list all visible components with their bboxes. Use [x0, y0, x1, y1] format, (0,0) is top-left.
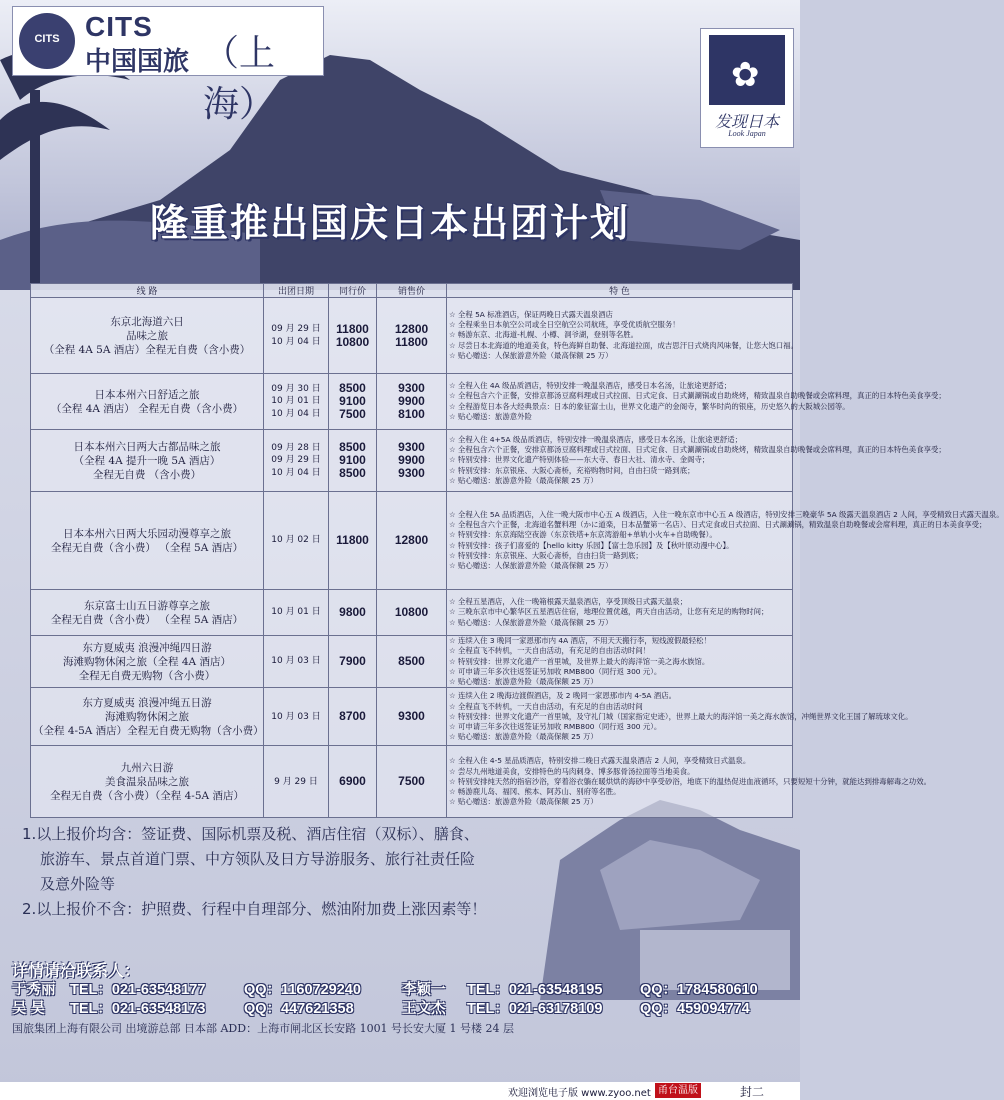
route-cell — [31, 374, 264, 430]
features-cell-line: ☆ 畅游鹿儿岛、福冈、熊本、阿苏山、别府等名胜。 — [449, 787, 621, 797]
retail-price-cell — [377, 688, 447, 746]
note-line: 1.以上报价均含：签证费、国际机票及税、酒店住宿（双标）、膳食、 — [22, 825, 479, 843]
route-cell-line: （全程 4A 5A 酒店）全程无自费（含小费） — [43, 343, 251, 356]
agent-price-cell — [329, 298, 377, 374]
route-cell — [31, 492, 264, 590]
headline: 隆重推出国庆日本出团计划 — [150, 201, 631, 245]
features-cell-line: ☆ 全程直飞不转机，一天自由活动，有充足的自由活动时间！ — [449, 646, 651, 656]
features-cell-line: ☆ 全程乘坐日本航空公司或全日空航空公司航班，享受优质航空服务！ — [449, 320, 680, 330]
agent-price-cell-line: 8500 — [339, 466, 366, 480]
features-cell-line: ☆ 贴心赠送：旅游意外险 — [449, 411, 532, 421]
features-cell-line: ☆ 特别安排：世界文化遗产一首里城，及世界上最大的海洋馆一美之海水族馆。 — [449, 656, 710, 666]
features-cell-line: ☆ 尽尝日本北海道的地道美食，特色海鲜自助餐、北海道拉面，成吉思汗日式烧肉风味餐，让您大饱口福。 — [449, 340, 798, 350]
contact-name: 吴 昊 — [12, 1001, 46, 1017]
date-cell-line: 10 月 04 日 — [271, 336, 321, 347]
features-cell-line: ☆ 全程 5A 标准酒店，保证两晚日式露天温泉酒店 — [449, 309, 613, 319]
route-cell-line: 日本本州六日舒适之旅 — [94, 388, 200, 401]
route-cell-line: 品味之旅 — [126, 329, 168, 342]
retail-price-cell-line: 8500 — [398, 654, 425, 669]
route-cell-line: （全程 4A 提升一晚 5A 酒店） — [73, 454, 221, 467]
contact-tel: TEL：021-63548177 — [70, 982, 206, 998]
features-cell-line: ☆ 全程包含六个正餐，北海道名蟹料理（かに道楽，日本品蟹第一名店）、日式定食或日式拉面、日式涮涮锅，精致温泉自助晚餐或会席料理，真正的日本美食享受； — [449, 519, 987, 529]
route-cell-line: 日本本州六日两大乐园动漫尊享之旅 — [63, 527, 231, 540]
website-link[interactable]: 欢迎浏览电子版 www.zyoo.net — [508, 1088, 651, 1099]
logo-mark-text: CITS — [34, 33, 60, 45]
date-cell — [264, 688, 329, 746]
bottom-bar — [0, 1082, 800, 1100]
company-address: 国旅集团上海有限公司 出境游总部 日本部 ADD：上海市闸北区长安路 1001 号长安大厦 1 号楼 24 层 — [12, 1022, 515, 1035]
agent-price-cell-line: 9100 — [339, 453, 366, 467]
date-cell-line: 10 月 01 日 — [271, 396, 321, 407]
features-cell-line: ☆ 可申请三年多次往返签证另加收 RMB800（同行返 300 元）。 — [449, 722, 662, 732]
agent-price-cell — [329, 636, 377, 688]
table-row — [31, 374, 793, 430]
route-cell-line: 东方夏威夷 浪漫冲绳五日游 — [82, 696, 212, 709]
agent-price-cell — [329, 374, 377, 430]
look-japan-badge — [700, 28, 794, 148]
route-cell-line: 海滩购物休闲之旅 — [105, 710, 189, 723]
retail-price-cell-line: 9300 — [398, 381, 425, 395]
features-cell-line: ☆ 贴心赠送：旅游意外险（最高保额 25 万） — [449, 797, 598, 807]
features-cell-line: ☆ 畅游东京、北海道-札幌、小樽、洞爷湖，登别等名胜。 — [449, 330, 639, 340]
header-date: 出团日期 — [264, 284, 329, 298]
flower-icon: ✿ — [731, 55, 760, 95]
retail-price-cell — [377, 590, 447, 636]
features-cell-line: ☆ 特别安排：东京银座、大阪心斋桥，充裕购物时间，自由扫货一路到底； — [449, 465, 695, 475]
retail-price-cell-line: 10800 — [394, 605, 429, 619]
agent-price-cell-line: 8500 — [339, 440, 366, 454]
route-cell-line: 全程无自费（含小费） （全程 5A 酒店） — [50, 541, 244, 554]
contact-tel: TEL：021-63178109 — [467, 1001, 603, 1017]
agent-price-cell-line: 8500 — [339, 381, 366, 395]
features-cell-line: ☆ 贴心赠送：人保旅游意外险（最高保额 25 万） — [449, 617, 613, 627]
route-cell — [31, 298, 264, 374]
route-cell-line: 全程无自费 （含小费） — [92, 468, 202, 481]
route-cell-line: 东京北海道六日 — [110, 315, 184, 328]
note-line: 旅游车、景点首道门票、中方领队及日方导游服务、旅行社责任险 — [40, 850, 476, 868]
features-cell — [447, 688, 913, 746]
contact-qq: QQ：1160729240 — [244, 982, 361, 998]
features-cell — [447, 492, 1004, 590]
contact-tel: TEL：021-63548173 — [70, 1001, 206, 1017]
agent-price-cell-line: 11800 — [336, 533, 369, 547]
route-cell-line: （全程 4-5A 酒店）全程无自费无购物（含小费） — [33, 724, 264, 737]
route-cell-line: （全程 4A 酒店） 全程无自费（含小费） — [50, 402, 244, 415]
header-agent-price: 同行价 — [329, 284, 377, 298]
agent-price-cell — [329, 688, 377, 746]
table-row — [31, 636, 793, 688]
route-cell — [31, 590, 264, 636]
contact-name: 于秀丽 — [12, 982, 56, 998]
table-header-row — [31, 284, 793, 298]
contact-qq: QQ：1784580610 — [640, 982, 758, 998]
features-cell-line: ☆ 全程游览日本各大经典景点：日本的象征富士山，世界文化遗产的金阁寺，繁华时尚的银座，历史悠久的大阪城公园等。 — [449, 401, 850, 411]
features-cell-line: ☆ 特别安排纯天然的指宿沙浴，穿着浴衣躺在暖烘烘的海砂中享受砂浴，地底下的温热促进血液循环，只要短短十分钟，就能达到排毒解毒之功效。 — [449, 776, 931, 786]
look-japan-text: 发现日本 — [714, 112, 779, 131]
date-cell — [264, 590, 329, 636]
date-cell — [264, 746, 329, 818]
retail-price-cell-line: 9900 — [398, 453, 425, 467]
header-retail-price: 销售价 — [377, 284, 447, 298]
retail-price-cell-line: 11800 — [395, 334, 428, 349]
table-row — [31, 746, 793, 818]
agent-price-cell-line: 7500 — [339, 407, 366, 421]
date-cell-line: 10 月 04 日 — [271, 467, 321, 478]
date-cell — [264, 298, 329, 374]
features-cell-line: ☆ 贴心赠送：旅游意外险（最高保额 25 万） — [449, 677, 598, 687]
retail-price-cell-line: 8100 — [398, 407, 425, 421]
retail-price-cell — [377, 746, 447, 818]
route-cell — [31, 430, 264, 492]
agent-price-cell-line: 6900 — [339, 774, 366, 789]
features-cell-line: ☆ 尝尽九州地道美食，安排特色的马肉刺身、博多豚骨汤拉面等当地美食。 — [449, 766, 695, 776]
note-line: 及意外险等 — [40, 875, 116, 893]
date-cell-line: 09 月 30 日 — [271, 383, 321, 394]
route-cell-line: 九州六日游 — [120, 761, 174, 774]
date-cell — [264, 492, 329, 590]
contact-row — [12, 997, 792, 1017]
contact-name: 王文杰 — [402, 1001, 446, 1017]
retail-price-cell — [377, 492, 447, 590]
features-cell-line: ☆ 连续入住 2 晚海边渡假酒店，及 2 晚同一家恩那市内 4-5A 酒店。 — [449, 691, 676, 701]
table-row — [31, 298, 793, 374]
look-japan-sub: Look Japan — [728, 129, 766, 138]
route-cell-line: 全程无自费（含小费）（全程 4-5A 酒店） — [50, 789, 244, 802]
features-cell-line: ☆ 三晚东京市中心繁华区五星酒店住宿，地理位置优越，两天自由活动，让您有充足的购物时间； — [449, 607, 769, 617]
features-cell-line: ☆ 特别安排：世界文化遗产特别体验——东大寺、春日大社、清水寺、金阁寺； — [449, 455, 710, 465]
contact-qq: QQ：447621358 — [244, 1001, 354, 1017]
date-cell-line: 9 月 29 日 — [274, 776, 318, 787]
edition-badge: 甬台温版 — [655, 1083, 701, 1098]
route-cell — [31, 636, 264, 688]
cits-logo-mark — [19, 13, 75, 69]
agent-price-cell-line: 11800 — [336, 321, 369, 336]
features-cell — [447, 298, 798, 374]
retail-price-cell-line: 12800 — [394, 321, 429, 336]
features-cell-line: ☆ 全程入住 4A 级品质酒店，特别安排一晚温泉酒店，感受日本名汤，让旅途更舒适； — [449, 380, 732, 390]
brand-name-cn: 中国国旅 — [85, 47, 190, 77]
date-cell-line: 09 月 28 日 — [271, 442, 321, 453]
features-cell-line: ☆ 贴心赠送：人保旅游意外险（最高保额 25 万） — [449, 561, 613, 571]
price-notes — [22, 822, 562, 922]
date-cell — [264, 430, 329, 492]
features-cell-line: ☆ 特别安排：东京海陆空夜游（东京铁塔+东京湾游船+单轨小火车+自助晚餐）。 — [449, 530, 717, 540]
contact-title: 详情请洽联系人： — [12, 961, 141, 980]
page-label: 封二 — [740, 1085, 765, 1099]
features-cell-line: ☆ 全程入住 4+5A 级品质酒店，特别安排一晚温泉酒店，感受日本名汤，让旅途更舒适； — [449, 434, 743, 444]
features-cell-line: ☆ 全程入住 5A 品质酒店，入住一晚大阪市中心五 A 级酒店，入住一晚东京市中心五 A 级酒店，特别安排三晚豪华 5A 级露天温泉酒店 2 人间，享受精致日式露天温泉。 — [449, 509, 1004, 519]
date-cell-line: 10 月 04 日 — [271, 408, 321, 419]
agent-price-cell-line: 8700 — [339, 709, 366, 724]
date-cell — [264, 636, 329, 688]
note-line: 2.以上报价不含：护照费、行程中自理部分、燃油附加费上涨因素等！ — [22, 900, 487, 918]
route-cell — [31, 688, 264, 746]
route-cell-line: 东方夏威夷 浪漫冲绳四日游 — [82, 641, 212, 654]
brand-city: （上海） — [203, 33, 276, 125]
features-cell-line: ☆ 贴心赠送：旅游意外险（最高保额 25 万） — [449, 475, 598, 485]
route-cell-line: 全程无自费无购物（含小费） — [78, 669, 216, 682]
retail-price-cell-line: 9300 — [398, 440, 425, 454]
date-cell-line: 10 月 03 日 — [271, 711, 321, 722]
date-cell-line: 09 月 29 日 — [271, 324, 321, 334]
features-cell-line: ☆ 全程五星酒店，入住一晚箱根露天温泉酒店，享受顶级日式露天温泉； — [449, 597, 688, 607]
contact-qq: QQ：459094774 — [640, 1001, 750, 1017]
agent-price-cell-line: 9800 — [339, 605, 366, 619]
header-route: 线 路 — [31, 284, 264, 298]
features-cell-line: ☆ 贴心赠送：人保旅游意外险（最高保额 25 万） — [449, 350, 613, 360]
route-cell-line: 海滩购物休闲之旅（全程 4A 酒店） — [63, 655, 231, 668]
features-cell-line: ☆ 特别安排：东京银座、大阪心斋桥，自由扫货一路到底； — [449, 550, 643, 560]
features-cell-line: ☆ 全程直飞不转机，一天自由活动，有充足的自由活动时间 — [449, 701, 643, 711]
agent-price-cell — [329, 590, 377, 636]
features-cell-line: ☆ 全程入住 4-5 星品质酒店，特别安排二晚日式露天温泉酒店 2 人间，享受精致日式温泉。 — [449, 756, 751, 766]
features-cell-line: ☆ 贴心赠送：旅游意外险（最高保额 25 万） — [449, 732, 598, 742]
agent-price-cell — [329, 492, 377, 590]
contact-tel: TEL：021-63548195 — [467, 982, 603, 998]
route-cell-line: 日本本州六日两大古都品味之旅 — [73, 440, 221, 453]
agent-price-cell — [329, 430, 377, 492]
retail-price-cell-line: 7500 — [398, 774, 425, 789]
features-cell-line: ☆ 可申请三年多次往返签证另加收 RMB800（同行返 300 元）。 — [449, 666, 662, 676]
route-cell-line: 美食温泉品味之旅 — [105, 775, 189, 788]
retail-price-cell-line: 9900 — [398, 394, 425, 408]
features-cell — [447, 636, 793, 688]
route-cell-line: 东京富士山五日游尊享之旅 — [84, 599, 210, 612]
agent-price-cell-line: 7900 — [339, 654, 366, 669]
table-row — [31, 590, 793, 636]
retail-price-cell — [377, 636, 447, 688]
tour-table — [30, 283, 1004, 818]
retail-price-cell-line: 12800 — [394, 533, 429, 547]
agent-price-cell — [329, 746, 377, 818]
retail-price-cell-line: 9300 — [398, 466, 425, 480]
agent-price-cell-line: 9100 — [339, 394, 366, 408]
features-cell-line: ☆ 全程包含六个正餐，安排京都汤豆腐料理或日式拉面、日式定食、日式涮涮锅或自助烧烤，精致温泉自助晚餐或会席料理，真正的日本特色美食享受； — [449, 445, 946, 455]
features-cell-line: ☆ 特别安排：孩子们喜爱的【hello kitty 乐园】【富士急乐园】及【秋叶原动漫中心】。 — [449, 540, 734, 550]
retail-price-cell — [377, 430, 447, 492]
table-row — [31, 688, 793, 746]
agent-price-cell-line: 10800 — [335, 334, 370, 349]
route-cell — [31, 746, 264, 818]
route-cell-line: 全程无自费（含小费） （全程 5A 酒店） — [50, 613, 244, 626]
table-row — [31, 430, 793, 492]
features-cell-line: ☆ 全程包含六个正餐，安排京都汤豆腐料理或日式拉面、日式定食、日式涮涮锅或自助烧烤，精致温泉自助晚餐或会席料理，真正的日本特色美食享受； — [449, 391, 946, 401]
brand-name-en: CITS — [85, 11, 153, 42]
retail-price-cell — [377, 374, 447, 430]
look-japan-mark — [709, 35, 785, 105]
contact-row — [12, 978, 792, 998]
features-cell — [447, 590, 793, 636]
features-cell — [447, 746, 931, 818]
date-cell-line: 10 月 02 日 — [271, 535, 321, 546]
features-cell-line: ☆ 连续入住 3 晚同一家恩那市内 4A 酒店，不用天天搬行李，短线渡假最轻松！ — [449, 636, 711, 645]
retail-price-cell — [377, 298, 447, 374]
features-cell-line: ☆ 特别安排：世界文化遗产一首里城，及守礼门城（国家指定史迹），世界上最大的海洋馆一美之海水族馆，冲绳世界文化王国了解琉球文化。 — [449, 711, 913, 721]
header-features: 特 色 — [447, 284, 793, 298]
contact-name: 李颖一 — [402, 982, 446, 998]
cits-logo — [12, 6, 324, 125]
date-cell-line: 10 月 03 日 — [271, 656, 321, 667]
features-cell — [447, 374, 946, 430]
retail-price-cell-line: 9300 — [398, 709, 425, 724]
date-cell-line: 09 月 29 日 — [271, 455, 321, 466]
features-cell — [447, 430, 946, 492]
table-row — [31, 492, 793, 590]
date-cell — [264, 374, 329, 430]
date-cell-line: 10 月 01 日 — [271, 607, 321, 618]
